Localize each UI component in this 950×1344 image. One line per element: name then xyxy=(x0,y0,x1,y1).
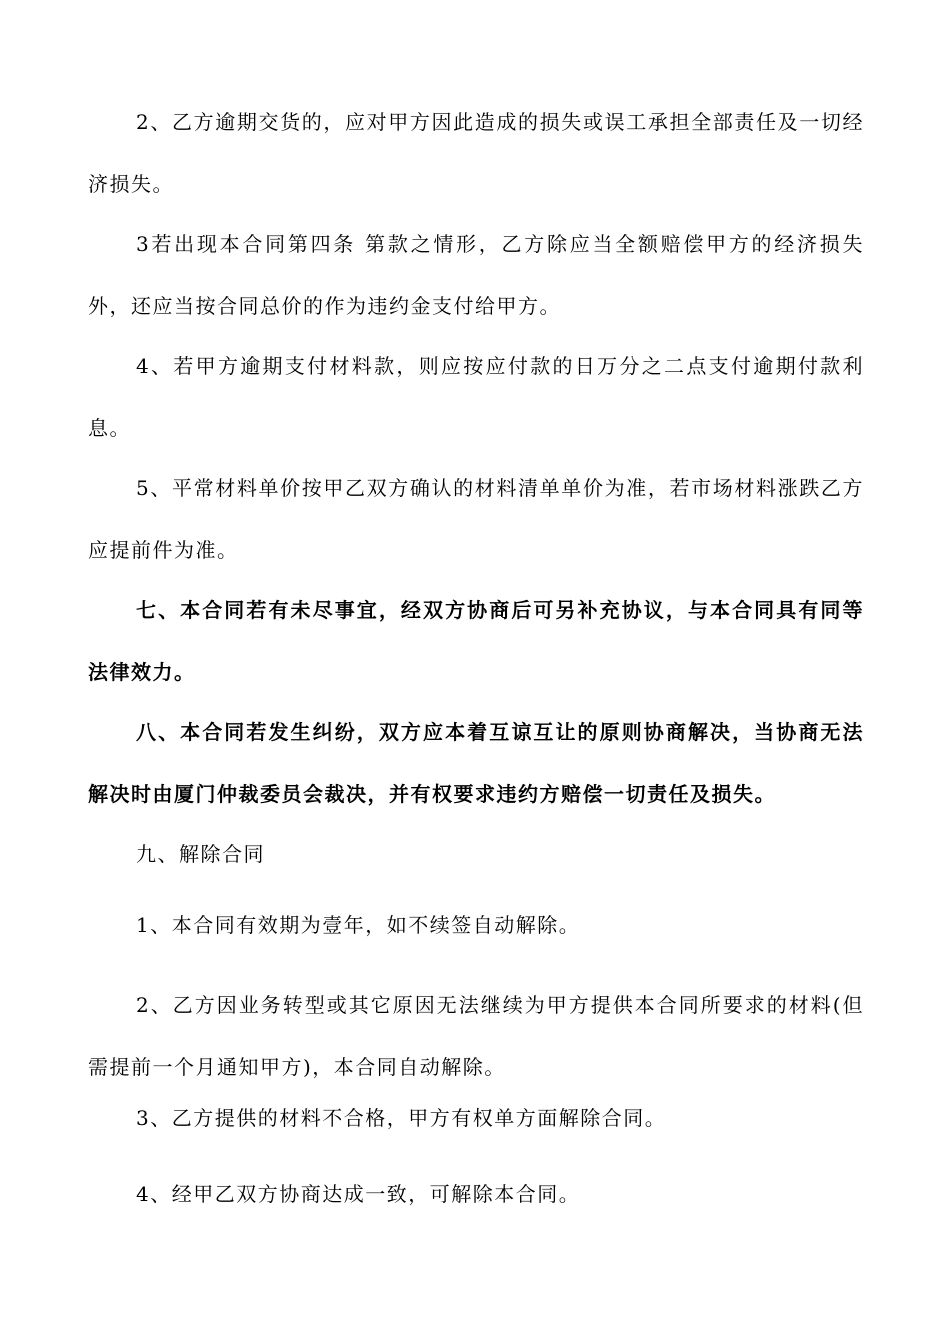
termination-4-mutual: 4、经甲乙双方协商达成一致，可解除本合同。 xyxy=(136,1182,581,1206)
clause-5-unit-price: 5、平常材料单价按甲乙双方确认的材料清单单价为准，若市场材料涨跌乙方应提前件为准。 xyxy=(88,476,864,562)
clause-3-breach-compensation: 3若出现本合同第四条 第款之情形，乙方除应当全额赔偿甲方的经济损失外，还应当按合同总价的作为违约金支付给甲方。 xyxy=(88,232,864,318)
termination-1-validity: 1、本合同有效期为壹年，如不续签自动解除。 xyxy=(136,913,581,937)
clause-4-late-payment: 4、若甲方逾期支付材料款，则应按应付款的日万分之二点支付逾期付款利息。 xyxy=(88,354,864,440)
section-7-supplementary: 七、本合同若有未尽事宜，经双方协商后可另补充协议，与本合同具有同等法律效力。 xyxy=(88,598,864,684)
section-9-heading: 九、解除合同 xyxy=(136,842,265,866)
termination-3-quality: 3、乙方提供的材料不合格，甲方有权单方面解除合同。 xyxy=(136,1106,667,1130)
clause-2-late-delivery: 2、乙方逾期交货的，应对甲方因此造成的损失或误工承担全部责任及一切经济损失。 xyxy=(88,110,864,196)
section-8-disputes: 八、本合同若发生纠纷，双方应本着互谅互让的原则协商解决，当协商无法解决时由厦门仲裁委员会裁决，并有权要求违约方赔偿一切责任及损失。 xyxy=(88,720,864,806)
termination-2-supplier: 2、乙方因业务转型或其它原因无法继续为甲方提供本合同所要求的材料(但需提前一个月通知甲方)，本合同自动解除。 xyxy=(88,993,864,1079)
